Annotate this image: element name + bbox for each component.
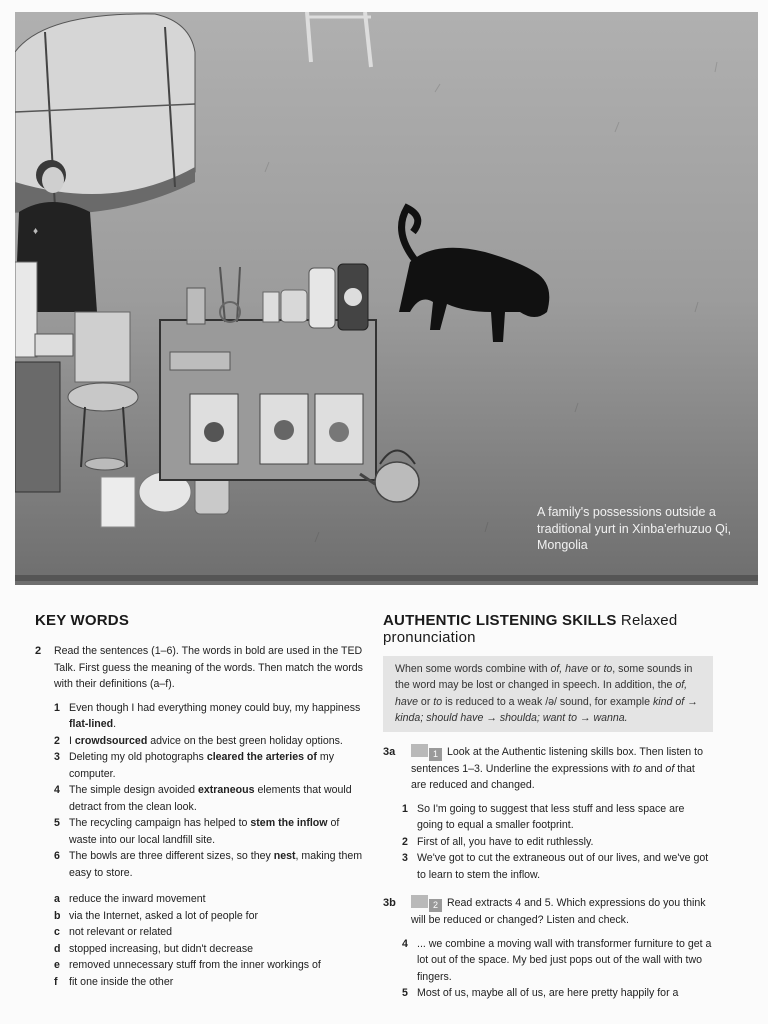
exercise-3a-list	[383, 801, 713, 884]
box-text: or	[588, 663, 604, 675]
sentence-before: The recycling campaign has helped to	[69, 817, 251, 829]
definition-item	[35, 974, 365, 991]
definition-item	[35, 908, 365, 925]
exercise-3a-label: 3a	[383, 745, 396, 758]
painted-cabinet	[160, 320, 376, 480]
sentence-number: 6	[54, 850, 60, 862]
exercise-3a-text: that are reduced and changed.	[411, 762, 695, 792]
box-text: is reduced to a weak /ə/ sound, for example	[442, 695, 653, 708]
definition-text: reduce the inward movement	[69, 893, 206, 905]
item-text: So I'm going to suggest that less stuff and less space are going to equal a smaller footprint.	[417, 802, 685, 832]
definition-item	[35, 924, 365, 941]
sentence-after: , making them easy to store.	[69, 850, 363, 879]
sentence-number: 2	[54, 734, 60, 747]
sentence-item	[35, 733, 365, 750]
box-text: , some sounds in the word may be lost or changed in speech. In addition, the	[395, 663, 693, 692]
listening-item	[383, 801, 713, 834]
sentence-number: 1	[54, 701, 60, 714]
key-words-section	[35, 612, 365, 990]
item-number: 2	[402, 835, 408, 848]
sentence-item	[35, 749, 365, 782]
key-words-title: KEY WORDS	[35, 612, 130, 629]
item-number: 1	[402, 802, 408, 815]
definition-letter: e	[54, 959, 60, 971]
exercise-2-instructions: Read the sentences (1–6). The words in bold are used in the TED Talk. First guess the meaning of the words. Then match the words with their definitions (a–f).	[54, 645, 363, 690]
sentence-after: .	[113, 718, 117, 730]
listening-item	[383, 850, 713, 883]
exercise-3a-italic: of	[665, 762, 675, 775]
box-italic: of, have	[550, 663, 589, 675]
listening-item	[383, 985, 713, 1002]
box-italic: to	[603, 663, 613, 675]
audio-icon[interactable]	[411, 744, 428, 757]
sentence-text	[69, 749, 365, 782]
box-italic: kind of → kinda; should have → shoulda; want to → wanna.	[395, 695, 698, 725]
definition-list	[35, 891, 365, 990]
definition-text: removed unnecessary stuff from the inner workings of	[69, 959, 321, 971]
exercise-3b	[383, 895, 713, 929]
key-word: crowdsourced	[74, 734, 148, 747]
sentence-before: The simple design avoided	[69, 784, 198, 796]
exercise-3b-list	[383, 936, 713, 1002]
exercise-3a-text: Look at the Authentic listening skills box. Then listen to sentences 1–3. Underline the expressions with	[411, 745, 703, 775]
definition-letter: c	[54, 926, 60, 938]
exercise-3a	[383, 744, 713, 794]
exercise-number: 2	[35, 645, 42, 657]
sentence-before: I	[69, 734, 75, 747]
sentence-text	[69, 848, 365, 881]
sentence-after: my computer.	[69, 751, 334, 780]
photo	[15, 12, 758, 585]
sentence-text	[69, 782, 365, 815]
photo-caption: A family's possessions outside a traditional yurt in Xinba'erhuzuo Qi, Mongolia	[537, 505, 732, 552]
definition-letter: d	[54, 942, 61, 955]
listening-item	[383, 936, 713, 986]
svg-text:♦: ♦	[33, 226, 39, 237]
listening-item	[383, 834, 713, 851]
definition-letter: a	[54, 893, 60, 905]
exercise-3b-text: Read extracts 4 and 5. Which expressions do you think will be reduced or changed? Listen and check.	[411, 897, 706, 927]
audio-icon[interactable]	[411, 895, 428, 908]
sentence-after: advice on the best green holiday options.	[147, 734, 343, 747]
definition-item	[35, 941, 365, 958]
definition-item	[35, 957, 365, 974]
sentence-after: elements that would detract from the clean look.	[69, 784, 352, 813]
sentence-text	[69, 700, 365, 733]
key-word: cleared the arteries of	[206, 751, 317, 763]
sentence-before: The bowls are three different sizes, so they	[69, 850, 274, 862]
skills-box	[383, 656, 713, 732]
listening-title	[383, 612, 713, 646]
exercise-3a-italic: to	[633, 762, 642, 775]
item-text: Most of us, maybe all of us, are here pretty happily for a	[417, 987, 679, 1000]
sentence-item	[35, 782, 365, 815]
key-word: nest	[273, 850, 296, 862]
listening-subtitle: Relaxed pronunciation	[383, 612, 678, 646]
definition-text: not relevant or related	[69, 926, 173, 938]
sentence-before: Even though I had everything money could buy, my happiness	[69, 701, 361, 714]
sentence-after: of waste into our local landfill site.	[69, 817, 340, 846]
item-number: 5	[402, 987, 408, 1000]
sentence-text	[69, 815, 365, 848]
definition-text: fit one inside the other	[69, 975, 174, 988]
definition-text: via the Internet, asked a lot of people for	[69, 909, 259, 922]
exercise-3a-text: and	[641, 762, 666, 775]
exercise-2-intro	[35, 643, 365, 693]
box-text: When some words combine with	[395, 663, 551, 675]
yurt-scene-illustration	[15, 12, 758, 585]
item-number: 4	[402, 937, 408, 950]
sentence-number: 5	[54, 817, 60, 829]
exercise-3b-label: 3b	[383, 897, 396, 910]
sentence-number: 4	[54, 784, 60, 796]
key-word: flat-lined	[69, 718, 114, 730]
sentence-item	[35, 815, 365, 848]
audio-track-number[interactable]: 1	[429, 748, 442, 761]
sentence-before: Deleting my old photographs	[69, 751, 207, 763]
item-text: ... we combine a moving wall with transformer furniture to get a lot out of the space. My bed just pops out of the wall with two fingers.	[417, 937, 712, 983]
sentence-list	[35, 700, 365, 882]
listening-heading: AUTHENTIC LISTENING SKILLS	[383, 612, 617, 629]
key-word: extraneous	[197, 784, 255, 796]
definition-item	[35, 891, 365, 908]
listening-section	[383, 612, 713, 1002]
item-text: We've got to cut the extraneous out of our lives, and we've got to learn to stem the inflow.	[417, 852, 709, 881]
sentence-item	[35, 848, 365, 881]
item-number: 3	[402, 852, 408, 865]
sentence-number: 3	[54, 751, 60, 763]
audio-track-number[interactable]: 2	[429, 899, 442, 912]
sentence-text	[69, 733, 365, 750]
definition-letter: b	[54, 909, 61, 922]
definition-text: stopped increasing, but didn't decrease	[69, 942, 254, 955]
box-italic: to	[433, 695, 443, 708]
key-word: stem the inflow	[250, 817, 328, 829]
box-text: or	[417, 695, 434, 708]
definition-letter: f	[54, 975, 58, 988]
item-text: First of all, you have to edit ruthlessly.	[417, 835, 594, 848]
sentence-item	[35, 700, 365, 733]
box-italic: of, have	[395, 679, 688, 708]
